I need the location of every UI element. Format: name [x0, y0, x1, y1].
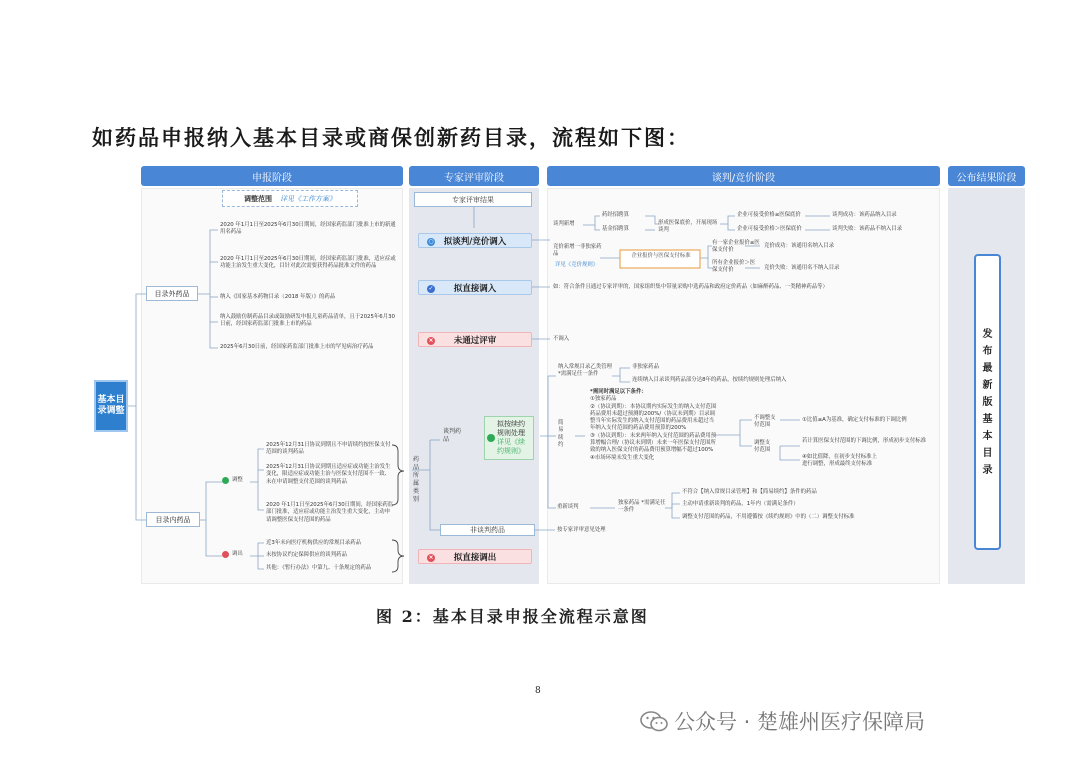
re-talk-label: 重新谈判	[557, 504, 579, 510]
watermark	[640, 706, 925, 736]
out-of-catalog-node: 目录外药品	[146, 286, 198, 301]
not-in-label: 不调入	[553, 336, 570, 342]
phase-publish-header: 公布结果阶段	[948, 166, 1025, 186]
one-under-label: 有一家企业报价≤医保支付价	[712, 240, 760, 254]
renew-box	[484, 416, 534, 460]
open-price-label: 形成医保底价，开展现场谈判	[658, 220, 718, 234]
wechat-icon	[640, 710, 668, 732]
direct-in-label: 拟直接调入	[453, 283, 497, 294]
re-cond-1: 不符合【纳入常规目录管理】和【简易续约】条件的药品	[682, 489, 817, 495]
condition-3: ③（协议到期）：未来两年纳入支付范围的药品费用预算增幅合理/（协议未到期）未来一年医保支付范围所致的纳入医保支付的药品费用预算增幅不超过100%	[590, 432, 717, 454]
scope-box	[222, 190, 358, 207]
page-number: 8	[535, 686, 541, 696]
bid-fail-label: 竞价失败：该通用名不纳入目录	[764, 265, 840, 271]
out-item-3: 纳入《国家基本药物目录（2018 年版）》的药品	[220, 294, 336, 300]
competitive-label: 竞价新增一非独家药品	[553, 244, 602, 258]
renew-ref: 详见《续约规则》	[497, 438, 525, 456]
direct-in-dot-icon: ✓	[428, 284, 434, 292]
adjust-label: 调整	[232, 477, 243, 483]
sole-source-label: 药经招聘算	[602, 212, 629, 218]
document-heading: 如药品申报纳入基本目录或商保创新药目录，流程如下图：	[92, 125, 690, 150]
direct-in-note: 如：符合条件且通过专家评审的，国家组织集中带量采购中选药品和政府定价药品（如麻醉药品、一类精神药品等）	[553, 284, 828, 290]
regular-label: 纳入常规目录乙类管理 *需满足任一条件	[558, 364, 612, 378]
negotiate-pill	[418, 233, 532, 248]
scope-label: 调整范围	[244, 194, 272, 203]
condition-2: ②（协议到期）：本协议期内实际发生的纳入支付范围药品费用未超过预测的200%/（协议未到期）目录调整当年实际发生的纳入支付范围的药品费用未超过当年纳入支付范围的药品费用预算的200%	[590, 403, 717, 432]
adjust-item-1: 2025年12月31日协议到期且不申请续约按医保支付范围的谈判药品	[266, 442, 391, 456]
in-catalog-node: 目录内药品	[146, 512, 200, 527]
condition-4: ④市场环境未发生重大变化	[590, 454, 655, 461]
price-under-label: 企业可接受价格≤医保底价	[737, 212, 801, 218]
expert-decide-label: 按专家评审意见处理	[557, 527, 606, 533]
calc-b-label: 若计算医保支付范围的下调比例，形成初步支付标准	[802, 438, 926, 444]
company-price-box: 企业报价与医保支付标准	[631, 253, 691, 259]
simple-renew-label: 简易续约	[558, 420, 564, 448]
negotiate-label: 拟谈判/竞价调入	[443, 236, 507, 247]
conditions-title: *需同时满足以下条件：	[590, 389, 647, 395]
direct-in-pill	[418, 280, 532, 295]
fund-label: 基金招聘算	[602, 226, 629, 232]
rejected-pill	[418, 332, 532, 347]
conditions-block	[590, 389, 718, 462]
remove-dot-icon	[222, 551, 229, 558]
adjust-dot-icon	[222, 477, 229, 484]
calc-a-label: ①比值≤A为基准，确定支付标准的下调比例	[802, 417, 907, 423]
remove-node	[222, 551, 243, 558]
expert-result-box: 专家评审结果	[414, 192, 532, 207]
success-label: 谈判成功：该药品纳入目录	[832, 212, 897, 218]
out-item-2: 2020 年1月1日至2025年6月30日期间，经国家药监部门批准，适应症或功能主治发生重大变化，目针对此次需要获得药品批准文件的药品	[220, 256, 396, 270]
adjust-item-3: 2020 年1月1日至2025年6月30日期间，经国家药监部门批准，适应症或功能主治发生重大变化，主动申请调整医保支付范围的药品	[266, 502, 394, 523]
adjust-node	[222, 477, 243, 484]
re-single-label: 独家药品 *需满足任一条件	[618, 500, 666, 514]
publish-label: 发布最新版基本目录	[982, 328, 993, 476]
phase-negotiation-header: 谈判/竞价阶段	[547, 166, 940, 186]
re-cond-2: 主动申请重新谈判的药品，1年内（需满足条件）	[682, 501, 799, 507]
remove-item-3: 其他：《暂行办法》中第九、十条规定的药品	[266, 565, 372, 571]
negotiated-label: 谈判药品	[443, 428, 462, 444]
direct-out-label: 拟直接调出	[453, 552, 497, 563]
phase-apply-header: 申报阶段	[141, 166, 403, 186]
negotiate-dot-icon: ○	[428, 237, 434, 245]
scope-ref: 详见《工作方案》	[280, 194, 336, 203]
rejected-label: 未通过评审	[453, 335, 497, 346]
all-over-label: 所有企业报价＞医保支付价	[712, 260, 756, 274]
bid-success-label: 竞价成功：该通用名纳入目录	[764, 243, 835, 249]
competitive-ref: 详见《竞价规则》	[555, 262, 599, 268]
remove-label: 调出	[232, 551, 243, 557]
pay-change-label: 调整支付范围	[754, 440, 771, 454]
cond-price-label: 连续纳入目录谈判药品部分达8年的药品，按续约规则处理后纳入	[632, 377, 787, 383]
watermark-text: 公众号 · 楚雄州医疗保障局	[674, 710, 926, 734]
non-negotiated-box: 非谈判药品	[440, 524, 535, 536]
condition-1: ①独家药品	[590, 396, 617, 403]
remove-item-1: 近3年未向医疗机构供应的常规目录药品	[266, 540, 362, 546]
rejected-dot-icon: ×	[428, 336, 434, 344]
adjust-item-2: 2025年12月31日协议到期且适应症或功能主治发生变化，限适应症或功能主治与医保支付范围不一致、未在申请调整支付范围的谈判药品	[266, 464, 391, 485]
no-change-label: 不调整支付范围	[754, 415, 776, 429]
out-item-5: 2025年6月30日前，经国家药监部门批准上市的罕见病治疗药品	[220, 344, 374, 350]
calc-c-label: ④如比值降，在初步支付标准上进行调整，形成最终支付标准	[802, 454, 877, 468]
direct-out-dot-icon: ×	[428, 553, 434, 561]
direct-out-pill	[418, 549, 532, 564]
renew-label: 拟按续约规则处理	[497, 420, 525, 438]
non-exclusive-label: 非独家药品	[632, 364, 659, 370]
category-label: 药品所属类别	[413, 456, 420, 504]
phase-expert-header: 专家评审阶段	[409, 166, 539, 186]
out-item-4: 纳入鼓励仿制药品目录或鼓励研发申报儿童药品清单，且于2025年6月30日前，经国家药监部门批准上市的药品	[220, 314, 395, 328]
price-over-label: 企业可接受价格＞医保底价	[737, 226, 802, 232]
renew-dot-icon	[487, 434, 495, 442]
talks-label: 谈判新增	[553, 221, 575, 227]
out-item-1: 2020 年1月1日至2025年6月30日期间，经国家药监部门批准上市的新通用名药品	[220, 222, 396, 236]
root-basic-catalog-adjustment: 基本目录调整	[94, 380, 128, 432]
remove-item-2: 未按协议约定保障供应的谈判药品	[266, 552, 347, 558]
fail-label: 谈判失败：该药品不纳入目录	[832, 226, 903, 232]
figure-caption: 图 2：基本目录申报全流程示意图	[376, 607, 649, 626]
re-cond-3: 调整支付范围的药品，不用遵循按《续约规则》中的（二）调整支付标准	[682, 514, 855, 520]
publish-box	[974, 254, 1001, 550]
